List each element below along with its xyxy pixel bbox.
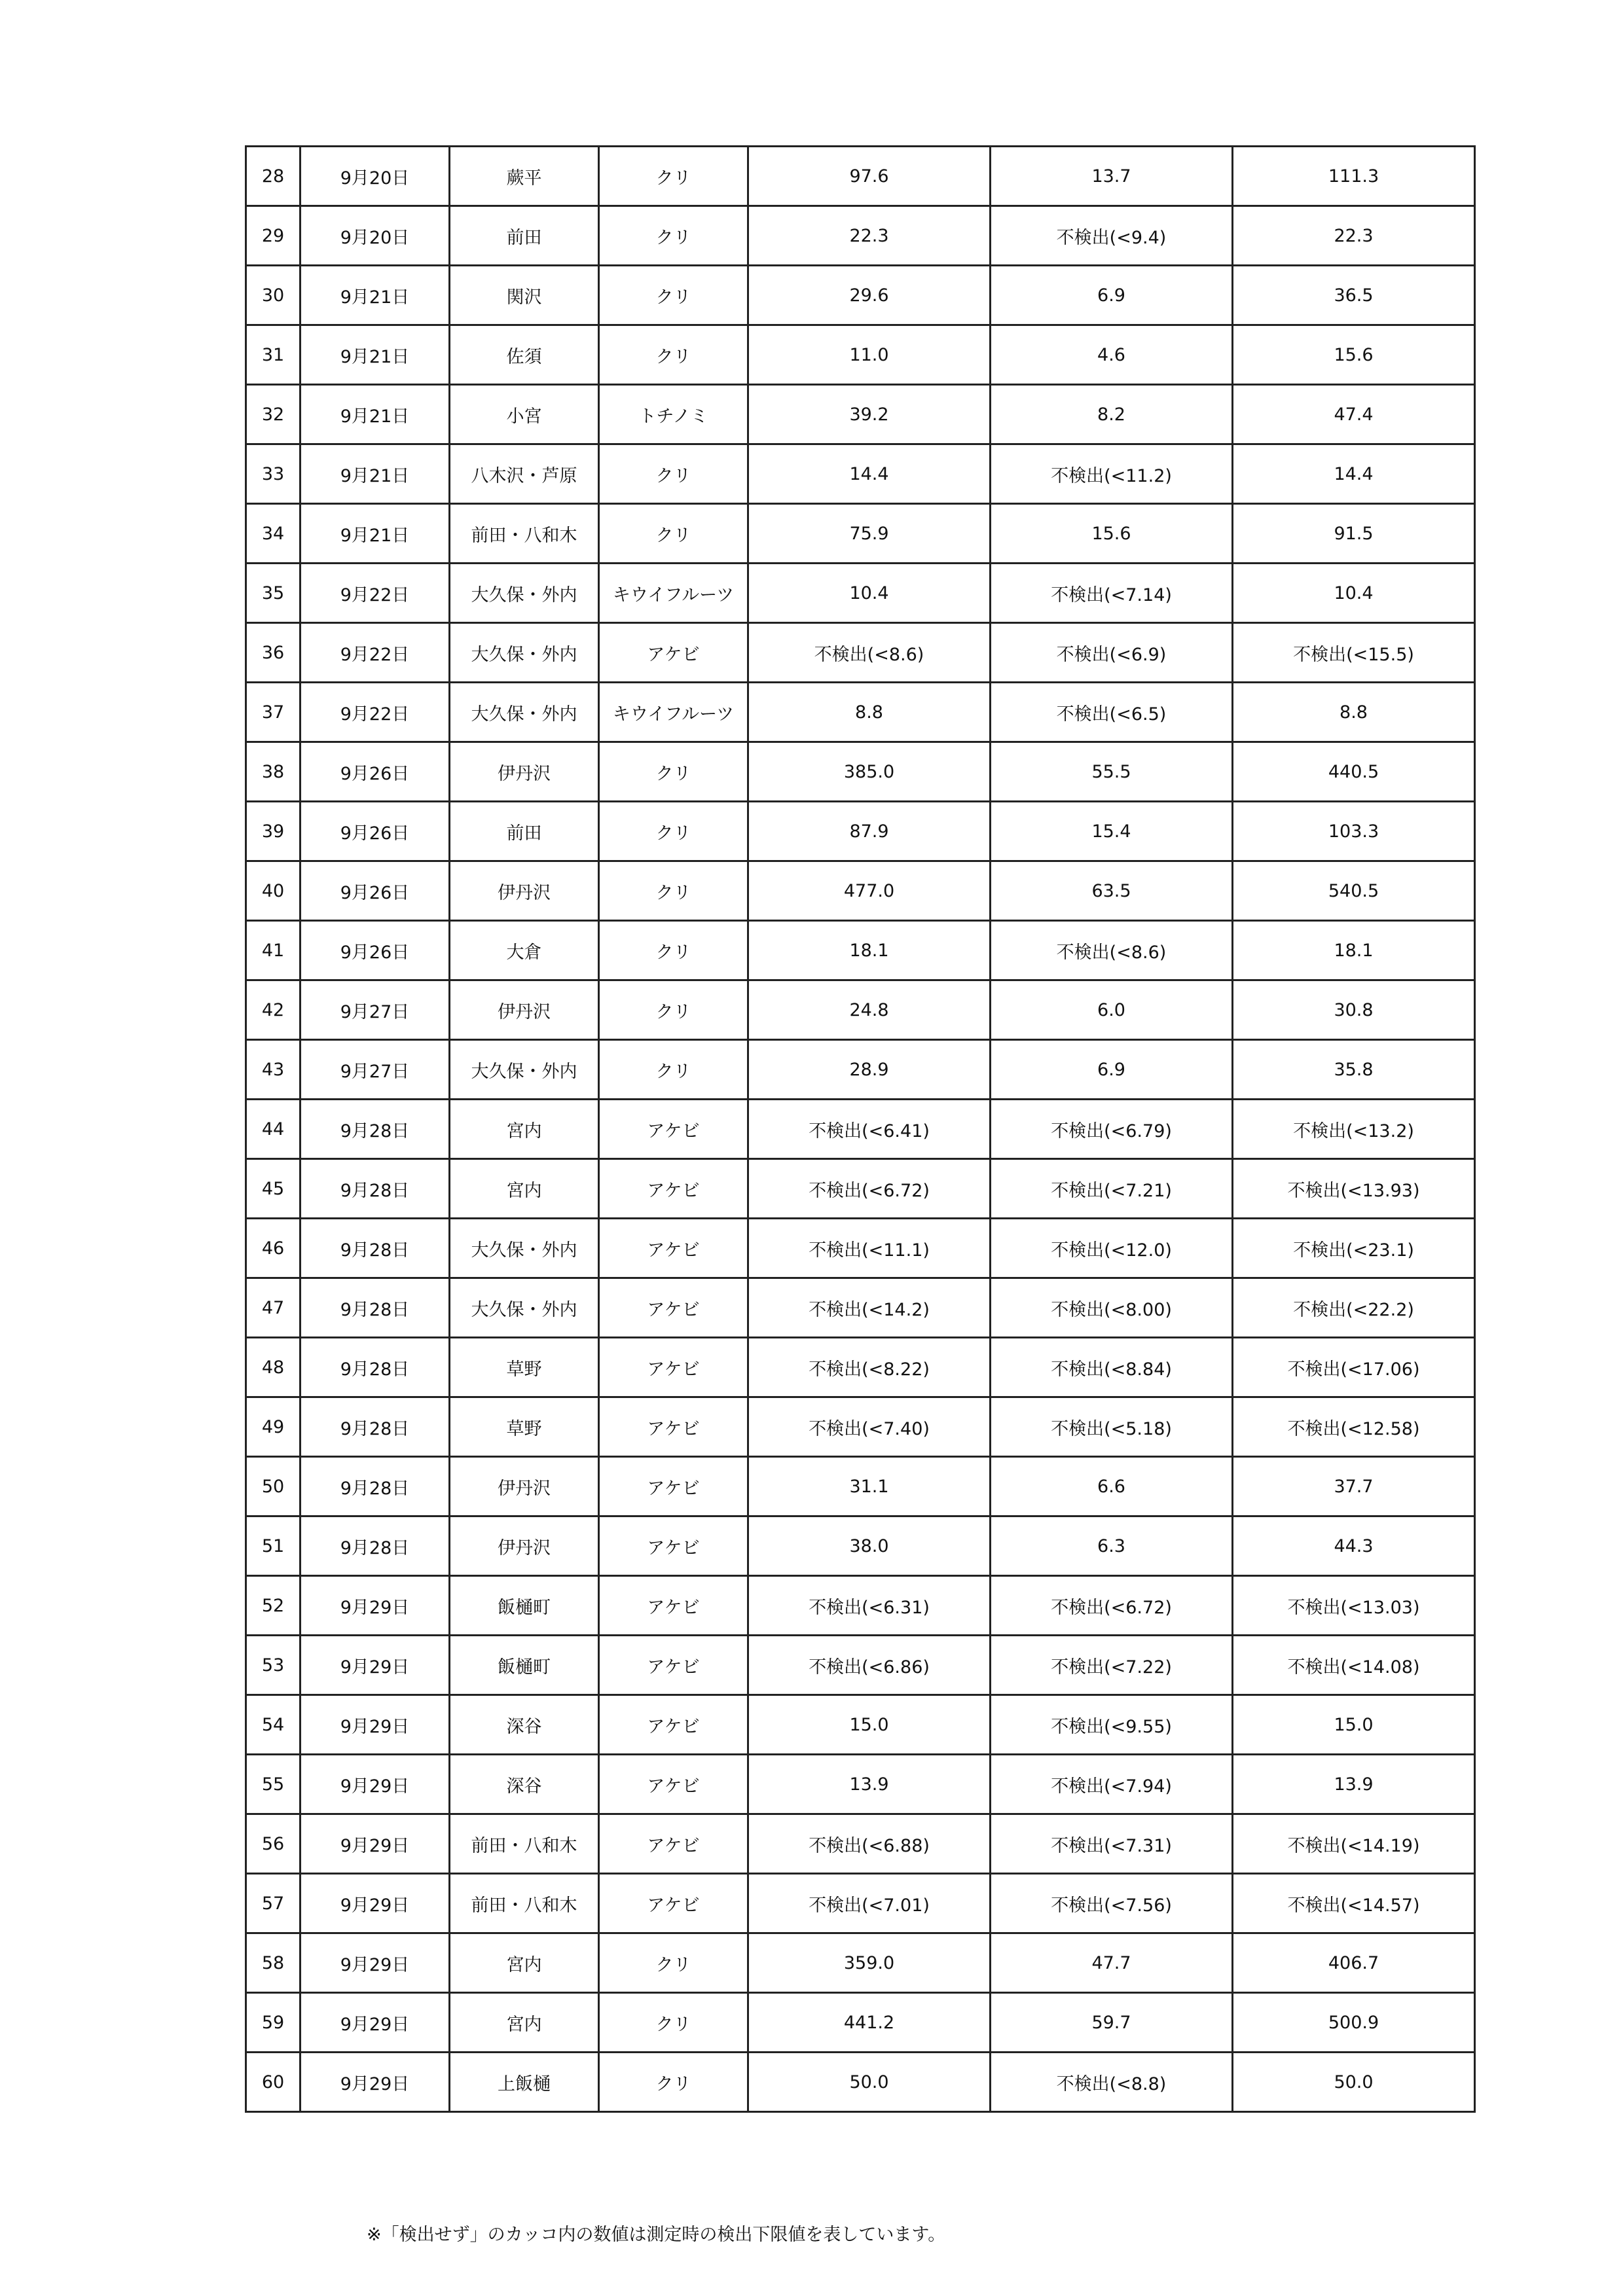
item-cell: トチノミ bbox=[599, 385, 748, 444]
total-cell: 36.5 bbox=[1233, 266, 1475, 325]
cs134-cell: 18.1 bbox=[748, 921, 991, 980]
row-number-cell: 43 bbox=[246, 1040, 301, 1100]
cs134-cell: 97.6 bbox=[748, 147, 991, 206]
cs134-cell: 不検出(<6.41) bbox=[748, 1100, 991, 1159]
date-cell: 9月28日 bbox=[301, 1278, 450, 1338]
cs134-cell: 28.9 bbox=[748, 1040, 991, 1100]
cs137-cell: 不検出(<8.6) bbox=[991, 921, 1233, 980]
location-cell: 大久保・外内 bbox=[450, 683, 599, 742]
date-cell: 9月28日 bbox=[301, 1338, 450, 1397]
table-row bbox=[246, 325, 1475, 385]
row-number-cell: 44 bbox=[246, 1100, 301, 1159]
total-cell: 406.7 bbox=[1233, 1933, 1475, 1993]
location-cell: 前田 bbox=[450, 206, 599, 266]
total-cell: 103.3 bbox=[1233, 802, 1475, 861]
item-cell: アケビ bbox=[599, 1874, 748, 1933]
table-row bbox=[246, 1100, 1475, 1159]
cs137-cell: 6.9 bbox=[991, 1040, 1233, 1100]
row-number-cell: 60 bbox=[246, 2053, 301, 2112]
item-cell: アケビ bbox=[599, 1516, 748, 1576]
footnote: ※「検出せず」のカッコ内の数値は測定時の検出下限値を表しています。 bbox=[367, 2225, 946, 2245]
location-cell: 飯樋町 bbox=[450, 1636, 599, 1695]
cs134-cell: 50.0 bbox=[748, 2053, 991, 2112]
total-cell: 14.4 bbox=[1233, 444, 1475, 504]
row-number-cell: 38 bbox=[246, 742, 301, 802]
row-number-cell: 52 bbox=[246, 1576, 301, 1636]
total-cell: 不検出(<14.08) bbox=[1233, 1636, 1475, 1695]
row-number-cell: 47 bbox=[246, 1278, 301, 1338]
cs137-cell: 63.5 bbox=[991, 861, 1233, 921]
date-cell: 9月28日 bbox=[301, 1397, 450, 1457]
row-number-cell: 40 bbox=[246, 861, 301, 921]
cs134-cell: 11.0 bbox=[748, 325, 991, 385]
table-row bbox=[246, 1695, 1475, 1755]
date-cell: 9月28日 bbox=[301, 1100, 450, 1159]
table-row bbox=[246, 206, 1475, 266]
location-cell: 伊丹沢 bbox=[450, 1516, 599, 1576]
date-cell: 9月26日 bbox=[301, 861, 450, 921]
cs134-cell: 13.9 bbox=[748, 1755, 991, 1814]
location-cell: 関沢 bbox=[450, 266, 599, 325]
item-cell: クリ bbox=[599, 325, 748, 385]
total-cell: 13.9 bbox=[1233, 1755, 1475, 1814]
item-cell: クリ bbox=[599, 266, 748, 325]
date-cell: 9月28日 bbox=[301, 1219, 450, 1278]
table-row bbox=[246, 385, 1475, 444]
row-number-cell: 39 bbox=[246, 802, 301, 861]
total-cell: 不検出(<13.93) bbox=[1233, 1159, 1475, 1219]
location-cell: 宮内 bbox=[450, 1100, 599, 1159]
cs137-cell: 不検出(<8.84) bbox=[991, 1338, 1233, 1397]
cs134-cell: 不検出(<6.31) bbox=[748, 1576, 991, 1636]
date-cell: 9月21日 bbox=[301, 266, 450, 325]
item-cell: アケビ bbox=[599, 1397, 748, 1457]
cs134-cell: 24.8 bbox=[748, 980, 991, 1040]
location-cell: 伊丹沢 bbox=[450, 861, 599, 921]
row-number-cell: 49 bbox=[246, 1397, 301, 1457]
cs134-cell: 38.0 bbox=[748, 1516, 991, 1576]
cs134-cell: 477.0 bbox=[748, 861, 991, 921]
date-cell: 9月20日 bbox=[301, 147, 450, 206]
cs137-cell: 47.7 bbox=[991, 1933, 1233, 1993]
table-row bbox=[246, 1814, 1475, 1874]
cs137-cell: 6.9 bbox=[991, 266, 1233, 325]
item-cell: アケビ bbox=[599, 623, 748, 683]
measurement-table bbox=[245, 145, 1476, 2113]
cs134-cell: 10.4 bbox=[748, 564, 991, 623]
cs137-cell: 不検出(<9.4) bbox=[991, 206, 1233, 266]
row-number-cell: 32 bbox=[246, 385, 301, 444]
cs137-cell: 不検出(<7.31) bbox=[991, 1814, 1233, 1874]
row-number-cell: 37 bbox=[246, 683, 301, 742]
location-cell: 深谷 bbox=[450, 1695, 599, 1755]
table-row bbox=[246, 921, 1475, 980]
cs134-cell: 385.0 bbox=[748, 742, 991, 802]
date-cell: 9月29日 bbox=[301, 1695, 450, 1755]
date-cell: 9月29日 bbox=[301, 1993, 450, 2053]
item-cell: アケビ bbox=[599, 1457, 748, 1516]
table-row bbox=[246, 1993, 1475, 2053]
total-cell: 不検出(<14.57) bbox=[1233, 1874, 1475, 1933]
table-row bbox=[246, 1040, 1475, 1100]
cs134-cell: 不検出(<6.88) bbox=[748, 1814, 991, 1874]
item-cell: アケビ bbox=[599, 1695, 748, 1755]
cs137-cell: 不検出(<7.94) bbox=[991, 1755, 1233, 1814]
date-cell: 9月27日 bbox=[301, 980, 450, 1040]
item-cell: アケビ bbox=[599, 1100, 748, 1159]
table-row bbox=[246, 266, 1475, 325]
item-cell: クリ bbox=[599, 1993, 748, 2053]
location-cell: 大久保・外内 bbox=[450, 623, 599, 683]
date-cell: 9月26日 bbox=[301, 802, 450, 861]
row-number-cell: 46 bbox=[246, 1219, 301, 1278]
total-cell: 91.5 bbox=[1233, 504, 1475, 564]
total-cell: 15.0 bbox=[1233, 1695, 1475, 1755]
cs137-cell: 不検出(<8.00) bbox=[991, 1278, 1233, 1338]
location-cell: 伊丹沢 bbox=[450, 742, 599, 802]
location-cell: 大久保・外内 bbox=[450, 1040, 599, 1100]
cs134-cell: 359.0 bbox=[748, 1933, 991, 1993]
cs137-cell: 4.6 bbox=[991, 325, 1233, 385]
total-cell: 30.8 bbox=[1233, 980, 1475, 1040]
table-row bbox=[246, 802, 1475, 861]
cs137-cell: 不検出(<12.0) bbox=[991, 1219, 1233, 1278]
total-cell: 不検出(<17.06) bbox=[1233, 1338, 1475, 1397]
location-cell: 八木沢・芦原 bbox=[450, 444, 599, 504]
total-cell: 500.9 bbox=[1233, 1993, 1475, 2053]
row-number-cell: 31 bbox=[246, 325, 301, 385]
table-row bbox=[246, 2053, 1475, 2112]
location-cell: 大倉 bbox=[450, 921, 599, 980]
total-cell: 37.7 bbox=[1233, 1457, 1475, 1516]
row-number-cell: 36 bbox=[246, 623, 301, 683]
total-cell: 15.6 bbox=[1233, 325, 1475, 385]
location-cell: 伊丹沢 bbox=[450, 1457, 599, 1516]
total-cell: 111.3 bbox=[1233, 147, 1475, 206]
table-row bbox=[246, 1874, 1475, 1933]
total-cell: 44.3 bbox=[1233, 1516, 1475, 1576]
cs137-cell: 15.6 bbox=[991, 504, 1233, 564]
cs134-cell: 不検出(<14.2) bbox=[748, 1278, 991, 1338]
location-cell: 飯樋町 bbox=[450, 1576, 599, 1636]
item-cell: クリ bbox=[599, 742, 748, 802]
item-cell: アケビ bbox=[599, 1219, 748, 1278]
location-cell: 前田・八和木 bbox=[450, 1814, 599, 1874]
total-cell: 不検出(<22.2) bbox=[1233, 1278, 1475, 1338]
cs134-cell: 不検出(<6.86) bbox=[748, 1636, 991, 1695]
table-row bbox=[246, 861, 1475, 921]
table-row bbox=[246, 1397, 1475, 1457]
cs134-cell: 8.8 bbox=[748, 683, 991, 742]
cs137-cell: 不検出(<6.9) bbox=[991, 623, 1233, 683]
row-number-cell: 51 bbox=[246, 1516, 301, 1576]
location-cell: 前田 bbox=[450, 802, 599, 861]
cs134-cell: 31.1 bbox=[748, 1457, 991, 1516]
total-cell: 不検出(<14.19) bbox=[1233, 1814, 1475, 1874]
cs134-cell: 不検出(<8.22) bbox=[748, 1338, 991, 1397]
total-cell: 50.0 bbox=[1233, 2053, 1475, 2112]
date-cell: 9月21日 bbox=[301, 385, 450, 444]
row-number-cell: 56 bbox=[246, 1814, 301, 1874]
cs134-cell: 75.9 bbox=[748, 504, 991, 564]
total-cell: 18.1 bbox=[1233, 921, 1475, 980]
table-row bbox=[246, 742, 1475, 802]
row-number-cell: 45 bbox=[246, 1159, 301, 1219]
date-cell: 9月29日 bbox=[301, 2053, 450, 2112]
date-cell: 9月21日 bbox=[301, 444, 450, 504]
cs137-cell: 不検出(<9.55) bbox=[991, 1695, 1233, 1755]
cs134-cell: 15.0 bbox=[748, 1695, 991, 1755]
item-cell: アケビ bbox=[599, 1338, 748, 1397]
item-cell: クリ bbox=[599, 206, 748, 266]
cs137-cell: 15.4 bbox=[991, 802, 1233, 861]
item-cell: クリ bbox=[599, 802, 748, 861]
item-cell: アケビ bbox=[599, 1755, 748, 1814]
item-cell: キウイフルーツ bbox=[599, 683, 748, 742]
total-cell: 22.3 bbox=[1233, 206, 1475, 266]
cs137-cell: 55.5 bbox=[991, 742, 1233, 802]
table-row bbox=[246, 1576, 1475, 1636]
table-row bbox=[246, 683, 1475, 742]
location-cell: 宮内 bbox=[450, 1933, 599, 1993]
cs137-cell: 不検出(<6.72) bbox=[991, 1576, 1233, 1636]
total-cell: 440.5 bbox=[1233, 742, 1475, 802]
row-number-cell: 34 bbox=[246, 504, 301, 564]
table-row bbox=[246, 1516, 1475, 1576]
table-row bbox=[246, 147, 1475, 206]
cs137-cell: 不検出(<5.18) bbox=[991, 1397, 1233, 1457]
location-cell: 伊丹沢 bbox=[450, 980, 599, 1040]
table-row bbox=[246, 504, 1475, 564]
location-cell: 宮内 bbox=[450, 1993, 599, 2053]
cs134-cell: 不検出(<7.40) bbox=[748, 1397, 991, 1457]
cs134-cell: 不検出(<7.01) bbox=[748, 1874, 991, 1933]
total-cell: 不検出(<15.5) bbox=[1233, 623, 1475, 683]
location-cell: 深谷 bbox=[450, 1755, 599, 1814]
date-cell: 9月29日 bbox=[301, 1576, 450, 1636]
row-number-cell: 42 bbox=[246, 980, 301, 1040]
date-cell: 9月21日 bbox=[301, 504, 450, 564]
row-number-cell: 33 bbox=[246, 444, 301, 504]
cs134-cell: 不検出(<6.72) bbox=[748, 1159, 991, 1219]
row-number-cell: 50 bbox=[246, 1457, 301, 1516]
cs134-cell: 441.2 bbox=[748, 1993, 991, 2053]
item-cell: アケビ bbox=[599, 1814, 748, 1874]
total-cell: 不検出(<13.03) bbox=[1233, 1576, 1475, 1636]
location-cell: 宮内 bbox=[450, 1159, 599, 1219]
table-row bbox=[246, 980, 1475, 1040]
row-number-cell: 55 bbox=[246, 1755, 301, 1814]
row-number-cell: 30 bbox=[246, 266, 301, 325]
location-cell: 小宮 bbox=[450, 385, 599, 444]
total-cell: 540.5 bbox=[1233, 861, 1475, 921]
row-number-cell: 28 bbox=[246, 147, 301, 206]
row-number-cell: 57 bbox=[246, 1874, 301, 1933]
cs137-cell: 不検出(<8.8) bbox=[991, 2053, 1233, 2112]
cs137-cell: 不検出(<6.5) bbox=[991, 683, 1233, 742]
location-cell: 前田・八和木 bbox=[450, 1874, 599, 1933]
cs134-cell: 39.2 bbox=[748, 385, 991, 444]
location-cell: 蕨平 bbox=[450, 147, 599, 206]
row-number-cell: 29 bbox=[246, 206, 301, 266]
row-number-cell: 53 bbox=[246, 1636, 301, 1695]
cs137-cell: 8.2 bbox=[991, 385, 1233, 444]
table-row bbox=[246, 444, 1475, 504]
cs137-cell: 6.3 bbox=[991, 1516, 1233, 1576]
location-cell: 上飯樋 bbox=[450, 2053, 599, 2112]
cs137-cell: 不検出(<7.56) bbox=[991, 1874, 1233, 1933]
cs137-cell: 不検出(<11.2) bbox=[991, 444, 1233, 504]
location-cell: 大久保・外内 bbox=[450, 1278, 599, 1338]
cs134-cell: 22.3 bbox=[748, 206, 991, 266]
location-cell: 大久保・外内 bbox=[450, 1219, 599, 1278]
cs134-cell: 29.6 bbox=[748, 266, 991, 325]
date-cell: 9月20日 bbox=[301, 206, 450, 266]
item-cell: アケビ bbox=[599, 1576, 748, 1636]
table-row bbox=[246, 1755, 1475, 1814]
item-cell: クリ bbox=[599, 1933, 748, 1993]
date-cell: 9月29日 bbox=[301, 1636, 450, 1695]
item-cell: キウイフルーツ bbox=[599, 564, 748, 623]
table-row bbox=[246, 1219, 1475, 1278]
date-cell: 9月29日 bbox=[301, 1933, 450, 1993]
date-cell: 9月22日 bbox=[301, 683, 450, 742]
item-cell: クリ bbox=[599, 1040, 748, 1100]
item-cell: アケビ bbox=[599, 1278, 748, 1338]
total-cell: 10.4 bbox=[1233, 564, 1475, 623]
total-cell: 35.8 bbox=[1233, 1040, 1475, 1100]
row-number-cell: 41 bbox=[246, 921, 301, 980]
date-cell: 9月22日 bbox=[301, 623, 450, 683]
item-cell: アケビ bbox=[599, 1159, 748, 1219]
cs137-cell: 不検出(<7.14) bbox=[991, 564, 1233, 623]
item-cell: クリ bbox=[599, 980, 748, 1040]
date-cell: 9月28日 bbox=[301, 1457, 450, 1516]
row-number-cell: 58 bbox=[246, 1933, 301, 1993]
item-cell: クリ bbox=[599, 504, 748, 564]
cs134-cell: 14.4 bbox=[748, 444, 991, 504]
cs137-cell: 不検出(<7.21) bbox=[991, 1159, 1233, 1219]
table-row bbox=[246, 1457, 1475, 1516]
item-cell: アケビ bbox=[599, 1636, 748, 1695]
item-cell: クリ bbox=[599, 861, 748, 921]
date-cell: 9月27日 bbox=[301, 1040, 450, 1100]
table-row bbox=[246, 623, 1475, 683]
row-number-cell: 48 bbox=[246, 1338, 301, 1397]
row-number-cell: 54 bbox=[246, 1695, 301, 1755]
date-cell: 9月28日 bbox=[301, 1516, 450, 1576]
row-number-cell: 59 bbox=[246, 1993, 301, 2053]
cs137-cell: 13.7 bbox=[991, 147, 1233, 206]
table-row bbox=[246, 1933, 1475, 1993]
date-cell: 9月21日 bbox=[301, 325, 450, 385]
table-row bbox=[246, 564, 1475, 623]
item-cell: クリ bbox=[599, 444, 748, 504]
date-cell: 9月26日 bbox=[301, 921, 450, 980]
location-cell: 前田・八和木 bbox=[450, 504, 599, 564]
cs137-cell: 6.6 bbox=[991, 1457, 1233, 1516]
total-cell: 不検出(<12.58) bbox=[1233, 1397, 1475, 1457]
cs137-cell: 59.7 bbox=[991, 1993, 1233, 2053]
location-cell: 草野 bbox=[450, 1338, 599, 1397]
cs137-cell: 6.0 bbox=[991, 980, 1233, 1040]
cs134-cell: 不検出(<8.6) bbox=[748, 623, 991, 683]
date-cell: 9月29日 bbox=[301, 1814, 450, 1874]
date-cell: 9月29日 bbox=[301, 1874, 450, 1933]
location-cell: 草野 bbox=[450, 1397, 599, 1457]
row-number-cell: 35 bbox=[246, 564, 301, 623]
table-row bbox=[246, 1636, 1475, 1695]
cs137-cell: 不検出(<6.79) bbox=[991, 1100, 1233, 1159]
table-row bbox=[246, 1159, 1475, 1219]
location-cell: 大久保・外内 bbox=[450, 564, 599, 623]
date-cell: 9月22日 bbox=[301, 564, 450, 623]
total-cell: 不検出(<23.1) bbox=[1233, 1219, 1475, 1278]
date-cell: 9月28日 bbox=[301, 1159, 450, 1219]
date-cell: 9月29日 bbox=[301, 1755, 450, 1814]
item-cell: クリ bbox=[599, 921, 748, 980]
total-cell: 47.4 bbox=[1233, 385, 1475, 444]
table-row bbox=[246, 1278, 1475, 1338]
item-cell: クリ bbox=[599, 2053, 748, 2112]
total-cell: 8.8 bbox=[1233, 683, 1475, 742]
total-cell: 不検出(<13.2) bbox=[1233, 1100, 1475, 1159]
item-cell: クリ bbox=[599, 147, 748, 206]
cs137-cell: 不検出(<7.22) bbox=[991, 1636, 1233, 1695]
cs134-cell: 87.9 bbox=[748, 802, 991, 861]
cs134-cell: 不検出(<11.1) bbox=[748, 1219, 991, 1278]
location-cell: 佐須 bbox=[450, 325, 599, 385]
date-cell: 9月26日 bbox=[301, 742, 450, 802]
table-row bbox=[246, 1338, 1475, 1397]
